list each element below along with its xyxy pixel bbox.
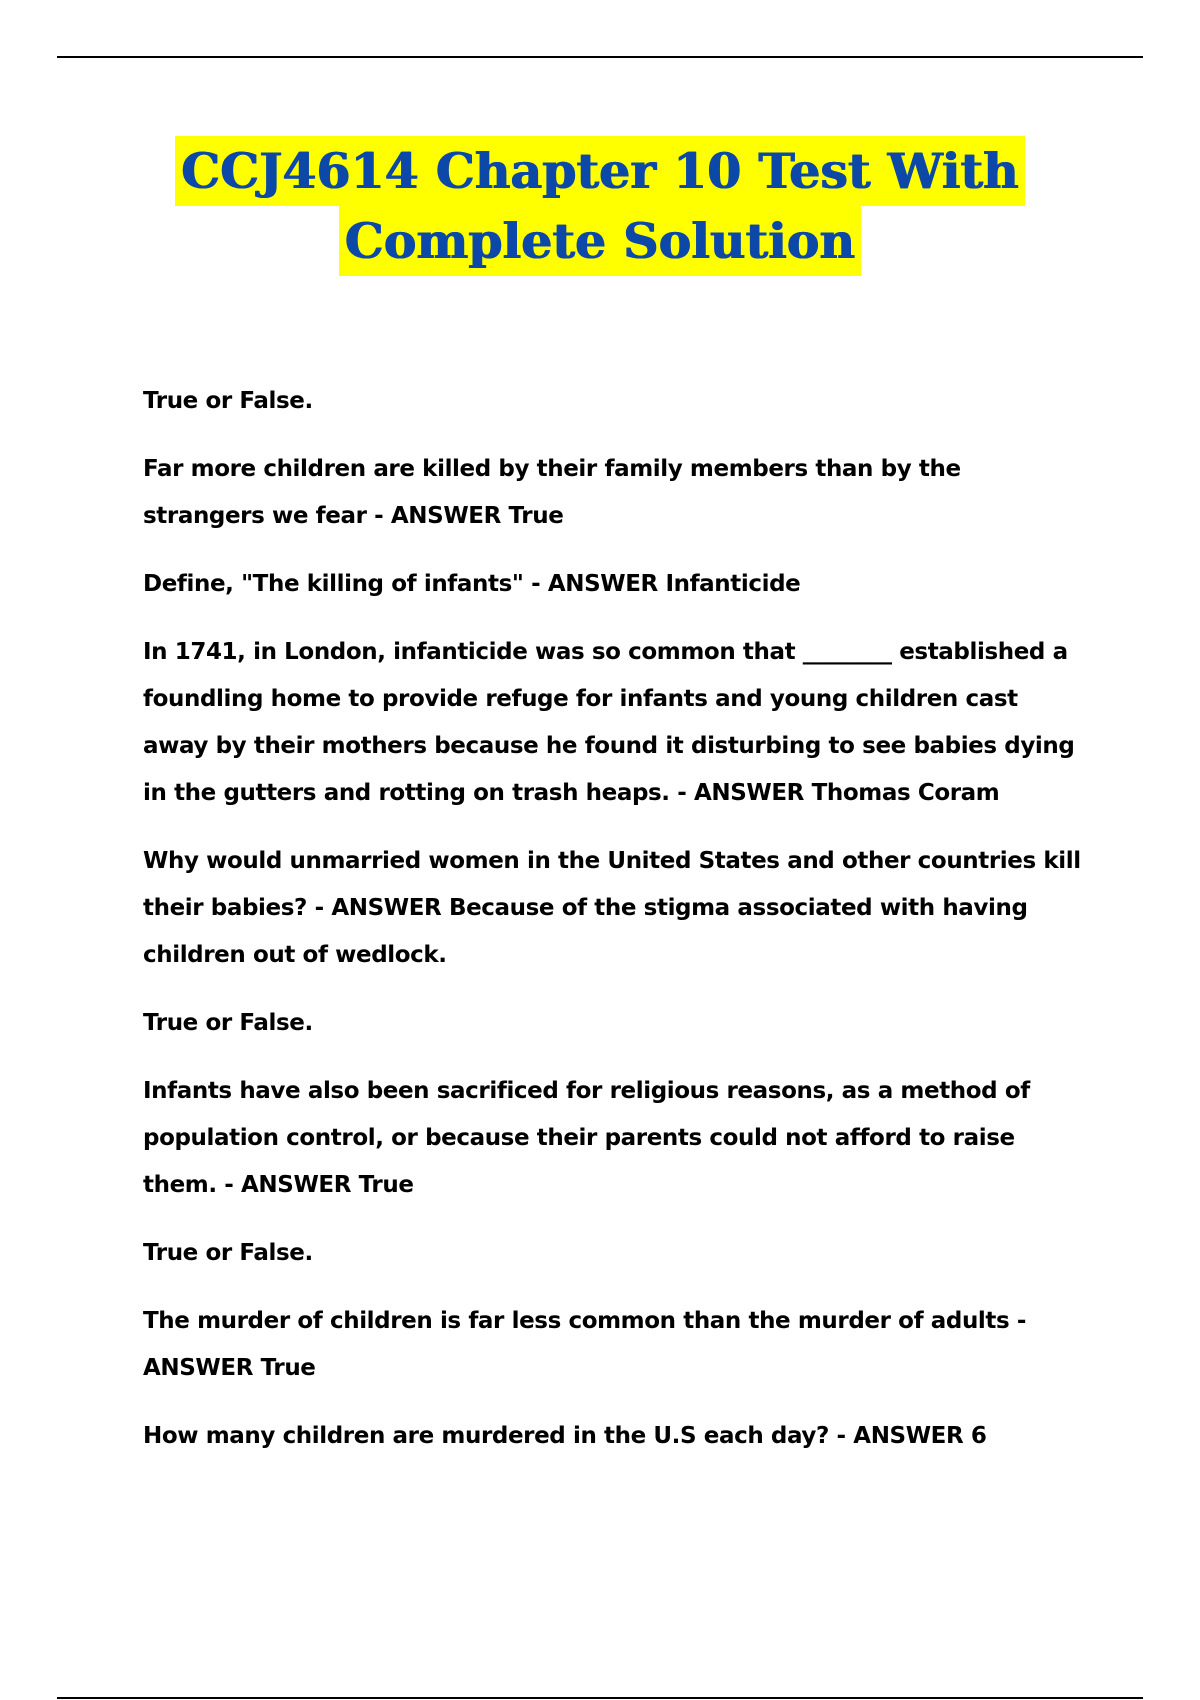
paragraph-daily-child-murders: How many children are murdered in the U.S each day? - ANSWER 6 xyxy=(143,1423,987,1449)
document-body xyxy=(143,378,1083,1481)
paragraph-infant-sacrifice: Infants have also been sacrificed for religious reasons, as a method of population control, or because their parents could not afford to raise them. - ANSWER True xyxy=(143,1078,1030,1198)
document-title xyxy=(0,136,1200,276)
title-line-2: Complete Solution xyxy=(339,206,861,276)
paragraph-true-false-3: True or False. xyxy=(143,1240,313,1266)
paragraph-foundling-home: In 1741, in London, infanticide was so common that ________ established a foundling home to provide refuge for infants and young children cast away by their mothers because he found it disturbing to see babies dying in the gutters and rotting on trash heaps. - ANSWER Thomas Coram xyxy=(143,639,1075,806)
bottom-divider xyxy=(57,1697,1143,1699)
paragraph-family-killings: Far more children are killed by their family members than by the strangers we fear - ANSWER True xyxy=(143,456,961,529)
paragraph-true-false-1: True or False. xyxy=(143,388,313,414)
paragraph-infanticide-definition: Define, "The killing of infants" - ANSWER Infanticide xyxy=(143,571,801,597)
paragraph-true-false-2: True or False. xyxy=(143,1010,313,1036)
paragraph-child-vs-adult-murder: The murder of children is far less common than the murder of adults - ANSWER True xyxy=(143,1308,1027,1381)
paragraph-unmarried-women: Why would unmarried women in the United States and other countries kill their babies? - ANSWER Because of the stigma associated with having children out of wedlock. xyxy=(143,848,1081,968)
title-line-1: CCJ4614 Chapter 10 Test With xyxy=(175,136,1025,206)
top-divider xyxy=(57,56,1143,58)
